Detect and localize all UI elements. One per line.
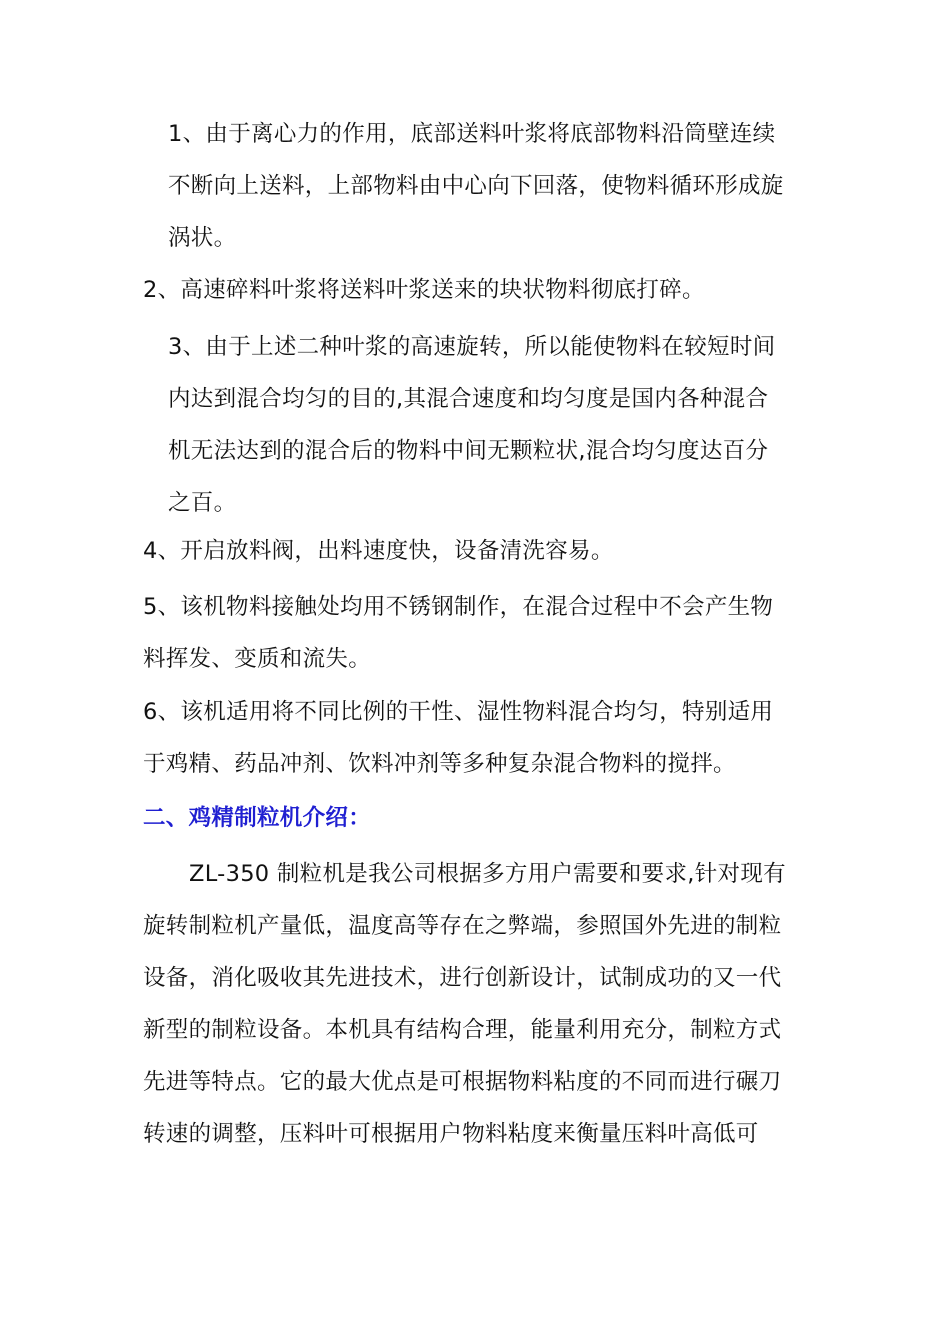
list-item-2 (143, 264, 823, 316)
text-line: 4、开启放料阀，出料速度快，设备清洗容易。 (143, 538, 614, 564)
list-item-3 (168, 321, 818, 529)
text-line: 料挥发、变质和流失。 (143, 646, 372, 672)
text-line: ZL-350 制粒机是我公司根据多方用户需要和要求,针对现有 (189, 861, 786, 887)
text-line: 6、该机适用将不同比例的干性、湿性物料混合均匀，特别适用 (143, 699, 774, 725)
text-line: 涡状。 (168, 225, 237, 251)
section-heading: 二、鸡精制粒机介绍： (143, 805, 372, 831)
text-line: 之百。 (168, 490, 237, 516)
text-line: 1、由于离心力的作用，底部送料叶浆将底部物料沿筒壁连续 (168, 121, 776, 147)
text-line: 先进等特点。它的最大优点是可根据物料粘度的不同而进行碾刀 (143, 1069, 782, 1095)
text-line: 内达到混合均匀的目的,其混合速度和均匀度是国内各种混合 (168, 386, 769, 412)
list-item-6 (143, 686, 823, 790)
text-line: 2、高速碎料叶浆将送料叶浆送来的块状物料彻底打碎。 (143, 277, 705, 303)
list-item-5 (143, 581, 823, 685)
text-line: 于鸡精、药品冲剂、饮料冲剂等多种复杂混合物料的搅拌。 (143, 751, 736, 777)
text-line: 机无法达到的混合后的物料中间无颗粒状,混合均匀度达百分 (168, 438, 769, 464)
text-line: 新型的制粒设备。本机具有结构合理，能量利用充分，制粒方式 (143, 1017, 782, 1043)
text-line: 旋转制粒机产量低，温度高等存在之弊端，参照国外先进的制粒 (143, 913, 782, 939)
text-line: 3、由于上述二种叶浆的高速旋转，所以能使物料在较短时间 (168, 334, 776, 360)
text-line: 转速的调整，压料叶可根据用户物料粘度来衡量压料叶高低可 (143, 1121, 759, 1147)
list-item-1 (168, 108, 818, 264)
text-line: 设备，消化吸收其先进技术，进行创新设计，试制成功的又一代 (143, 965, 782, 991)
text-line: 不断向上送料，上部物料由中心向下回落，使物料循环形成旋 (168, 173, 784, 199)
list-item-4 (143, 525, 823, 577)
text-line: 5、该机物料接触处均用不锈钢制作，在混合过程中不会产生物 (143, 594, 774, 620)
intro-paragraph (143, 848, 823, 1160)
